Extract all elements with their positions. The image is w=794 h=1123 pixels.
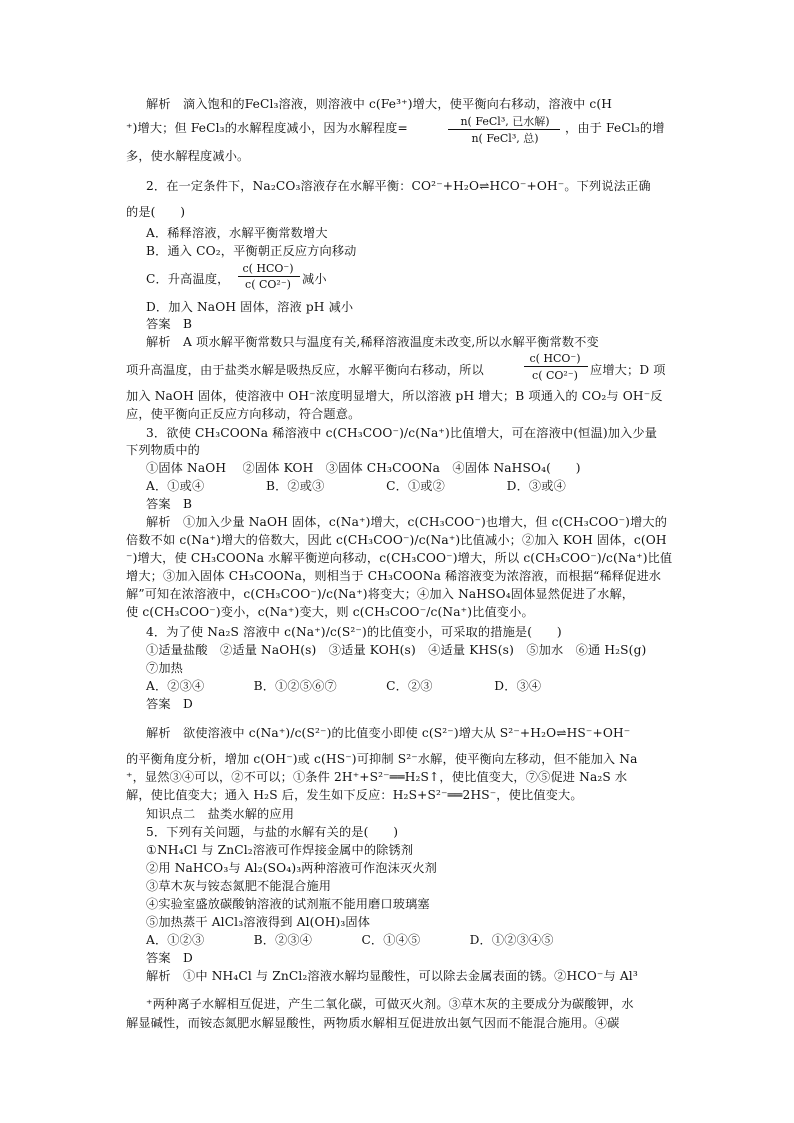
text-line: ⁺两种离子水解相互促进，产生二氧化碳，可做灭火剂。③草木灰的主要成分为碳酸钾，水 [146,997,634,1011]
fraction-bar [238,276,300,277]
text-line: 解析 A 项水解平衡常数只与温度有关,稀释溶液温度未改变,所以水解平衡常数不变 [146,335,599,349]
text-line: 答案 B [146,497,193,511]
text-line: ⑦加热 [146,661,184,675]
text-line: 解析 ①加入少量 NaOH 固体，c(Na⁺)增大，c(CH₃COO⁻)也增大，但 c(CH₃COO⁻)增大的 [146,515,668,529]
text-line: ⑤加热蒸干 AlCl₃溶液得到 Al(OH)₃固体 [146,915,371,929]
fraction-numerator: c( HCO⁻) [529,352,581,365]
text-line: D．加入 NaOH 固体，溶液 pH 减小 [146,300,354,314]
text-line: ⁺)增大；但 FeCl₃的水解程度减小，因为水解程度= [126,121,408,135]
fraction-bar [524,366,588,367]
text-line: 的平衡角度分析，增加 c(OH⁻)或 c(HS⁻)可抑制 S²⁻水解，使平衡向左移动，但不能加入 Na [126,752,638,766]
text-line: 解显碱性，而铵态氮肥水解显酸性，两物质水解相互促进放出氨气因而不能混合施用。④碳 [126,1016,620,1030]
text-line: 项升高温度，由于盐类水解是吸热反应，水解平衡向右移动，所以 [126,363,484,377]
text-line: 答案 D [146,951,193,965]
text-line: 加入 NaOH 固体，使溶液中 OH⁻浓度明显增大，所以溶液 pH 增大；B 项通入的 CO₂与 OH⁻反 [126,389,663,403]
text-line: A．②③④ B．①②⑤⑥⑦ C．②③ D．③④ [146,679,542,693]
text-line: 解，使比值变大；通入 H₂S 后，发生如下反应：H₂S+S²⁻══2HS⁻，使比值变大。 [126,788,583,802]
text-line: 解析 滴入饱和的FeCl₃溶液，则溶液中 c(Fe³⁺)增大，使平衡向右移动，溶液中 c(H [146,97,613,111]
text-line: ③草木灰与铵态氮肥不能混合施用 [146,879,332,893]
text-line: 倍数不如 c(Na⁺)增大的倍数大，因此 c(CH₃COO⁻)/c(Na⁺)比值减小；②加入 KOH 固体，c(OH [126,533,667,547]
text-line: 下列物质中的 [126,443,201,457]
text-line: ，由于 FeCl₃的增 [565,121,665,135]
text-line: A．稀释溶液，水解平衡常数增大 [146,226,328,240]
text-line: 解”可知在浓溶液中，c(CH₃COO⁻)/c(Na⁺)将变大；④加入 NaHSO₄固体显然促进了水解， [126,587,635,601]
fraction-numerator: c( HCO⁻) [242,262,294,275]
text-line: 应，使平衡向正反应方向移动，符合题意。 [126,407,361,421]
text-line: ②用 NaHCO₃与 Al₂(SO₄)₃两种溶液可作泡沫灭火剂 [146,861,437,875]
text-line: ⁻)增大，使 CH₃COONa 水解平衡逆向移动，c(CH₃COO⁻)增大，所以 c(CH₃COO⁻)/c(Na⁺)比值 [126,551,673,565]
text-line: 答案 B [146,317,193,331]
text-line: A．①②③ B．②③④ C．①④⑤ D．①②③④⑤ [146,933,554,947]
text-line: 使 c(CH₃COO⁻)变小，c(Na⁺)变大，则 c(CH₃COO⁻/c(Na⁺)比值变小。 [126,605,534,619]
text-line: ⁺，显然③④可以，②不可以；①条件 2H⁺+S²⁻══H₂S↑，使比值变大，⑦⑤促进 Na₂S 水 [126,770,628,784]
fraction-numerator: n( FeCl³, 已水解) [460,115,550,128]
text-line: 4．为了使 Na₂S 溶液中 c(Na⁺)/c(S²⁻)的比值变小，可采取的措施是( ) [146,625,562,639]
text-line: 减小 [302,272,327,286]
text-line: ①NH₄Cl 与 ZnCl₂溶液可作焊接金属中的除锈剂 [146,843,414,857]
section-heading: 知识点二 盐类水解的应用 [146,807,295,821]
text-line: C．升高温度， [146,272,230,286]
text-line: 的是( ) [126,205,186,219]
fraction-denominator: c( CO²⁻) [245,278,291,291]
text-line: 应增大；D 项 [590,363,666,377]
fraction-bar [448,129,560,130]
text-line: 多，使水解程度减小。 [126,149,250,163]
text-line: 增大；③加入固体 CH₃COONa，则相当于 CH₃COONa 稀溶液变为浓溶液，而根据“稀释促进水 [126,569,662,583]
fraction-denominator: c( CO²⁻) [532,369,578,382]
text-line: ④实验室盛放碳酸钠溶液的试剂瓶不能用磨口玻璃塞 [146,897,430,911]
text-line: 2．在一定条件下，Na₂CO₃溶液存在水解平衡：CO²⁻+H₂O⇌HCO⁻+OH⁻。下列说法正确 [146,179,651,193]
text-line: 5．下列有关问题，与盐的水解有关的是( ) [146,825,399,839]
text-line: 3．欲使 CH₃COONa 稀溶液中 c(CH₃COO⁻)/c(Na⁺)比值增大，可在溶液中(恒温)加入少量 [146,426,658,440]
text-line: 解析 ①中 NH₄Cl 与 ZnCl₂溶液水解均显酸性，可以除去金属表面的锈。②HCO⁻与 Al³ [146,969,638,983]
text-line: 答案 D [146,697,193,711]
fraction-denominator: n( FeCl³, 总) [471,132,539,145]
text-line: B．通入 CO₂，平衡朝正反应方向移动 [146,244,357,258]
text-line: 解析 欲使溶液中 c(Na⁺)/c(S²⁻)的比值变小即使 c(S²⁻)增大从 S²⁻+H₂O⇌HS⁻+OH⁻ [146,726,631,740]
text-line: A．①或④ B．②或③ C．①或② D．③或④ [146,479,566,493]
text-line: ①固体 NaOH ②固体 KOH ③固体 CH₃COONa ④固体 NaHSO₄( ) [146,461,581,475]
text-line: ①适量盐酸 ②适量 NaOH(s) ③适量 KOH(s) ④适量 KHS(s) ⑤加水 ⑥通 H₂S(g) [146,643,647,657]
